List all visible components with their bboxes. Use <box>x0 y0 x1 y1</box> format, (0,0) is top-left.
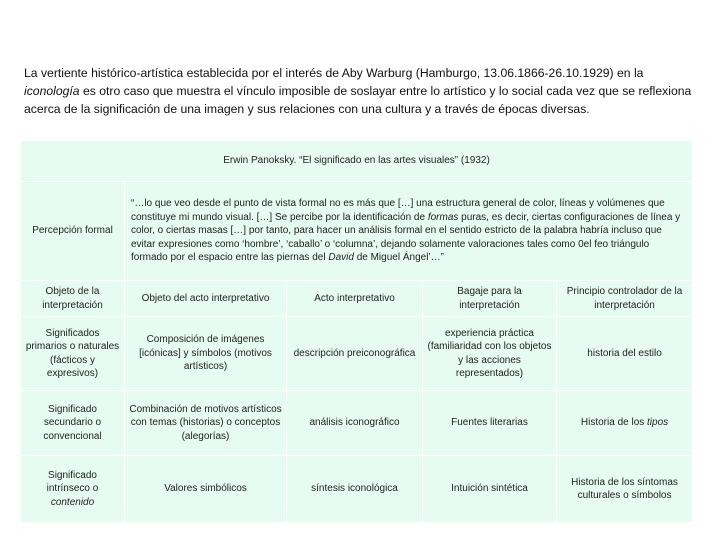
header-principle: Principio controlador de la interpretación <box>557 281 693 317</box>
object-italic: contenido <box>50 496 95 508</box>
cell-principle <box>557 391 693 456</box>
intro-paragraph <box>24 64 696 118</box>
header-object: Objeto de la interpretación <box>21 281 125 317</box>
quote-row <box>21 182 693 281</box>
iconography-table <box>20 140 693 523</box>
perception-label: Percepción formal <box>21 182 125 281</box>
cell-object <box>21 456 125 523</box>
header-baggage: Bagaje para la interpretación <box>423 281 557 317</box>
intro-italic-term: iconología <box>24 84 80 99</box>
panofsky-quote <box>125 182 693 281</box>
cell-act: análisis iconográfico <box>287 391 423 456</box>
cell-act: descripción preiconográfica <box>287 317 423 391</box>
cell-principle: Historia de los síntomas culturales o símbolos <box>557 456 693 523</box>
quote-text-1: “…lo que veo desde el punto de vista formal no es más que […] una estructura general de color, líneas y volúmenes que constituye mi mundo visual. […] Se percibe por la identificación de <box>131 198 665 223</box>
cell-principle: historia del estilo <box>557 317 693 391</box>
cell-object: Significados primarios o naturales (fácticos y expresivos) <box>21 317 125 391</box>
quote-italic-david: David <box>328 252 354 264</box>
header-act-object: Objeto del acto interpretativo <box>125 281 287 317</box>
cell-baggage: Intuición sintética <box>423 456 557 523</box>
header-act: Acto interpretativo <box>287 281 423 317</box>
cell-act-object: Combinación de motivos artísticos con temas (historias) o conceptos (alegorías) <box>125 391 287 456</box>
cell-act-object: Valores simbólicos <box>125 456 287 523</box>
source-title: Erwin Panoksky. “El significado en las artes visuales” (1932) <box>21 141 693 182</box>
quote-italic-formas: formas <box>427 211 459 223</box>
table-row <box>21 391 693 456</box>
intro-text-start: La vertiente histórico-artística establecida por el interés de Aby Warburg (Hamburgo, 13.06.1866-26.10.1929) en la <box>24 66 644 81</box>
cell-baggage: experiencia práctica (familiaridad con los objetos y las acciones representados) <box>423 317 557 391</box>
quote-text-2: puras, es decir, ciertas configuraciones de línea y color, o ciertas masas […] por tanto, para hacer un análisis formal en el sentido estricto de la palabra habría incluso que evitar expresiones como ‘hombre’, ‘caballo’ o ‘columna’, dejando solamente valoraciones tales como 0el feo triángulo formado por el espacio entre las piernas del <box>131 211 681 264</box>
principle-prefix: Historia de los <box>580 417 645 429</box>
cell-act: síntesis iconológica <box>287 456 423 523</box>
intro-text-end: es otro caso que muestra el vínculo imposible de soslayar entre lo artístico y lo social cada vez que se reflexiona acerca de la significación de una imagen y sus relaciones con una cultura y a través de épocas diversas. <box>24 84 692 117</box>
table-title-row <box>21 141 693 182</box>
column-header-row <box>21 281 693 317</box>
table-row <box>21 456 693 523</box>
principle-italic: tipos <box>647 417 669 429</box>
cell-act-object: Composición de imágenes [icónicas] y símbolos (motivos artísticos) <box>125 317 287 391</box>
object-prefix: Significado intrínseco o <box>46 469 99 495</box>
cell-object: Significado secundario o convencional <box>21 391 125 456</box>
cell-baggage: Fuentes literarias <box>423 391 557 456</box>
quote-text-3: de Miguel Ángel’…” <box>356 252 444 264</box>
table-row <box>21 317 693 391</box>
